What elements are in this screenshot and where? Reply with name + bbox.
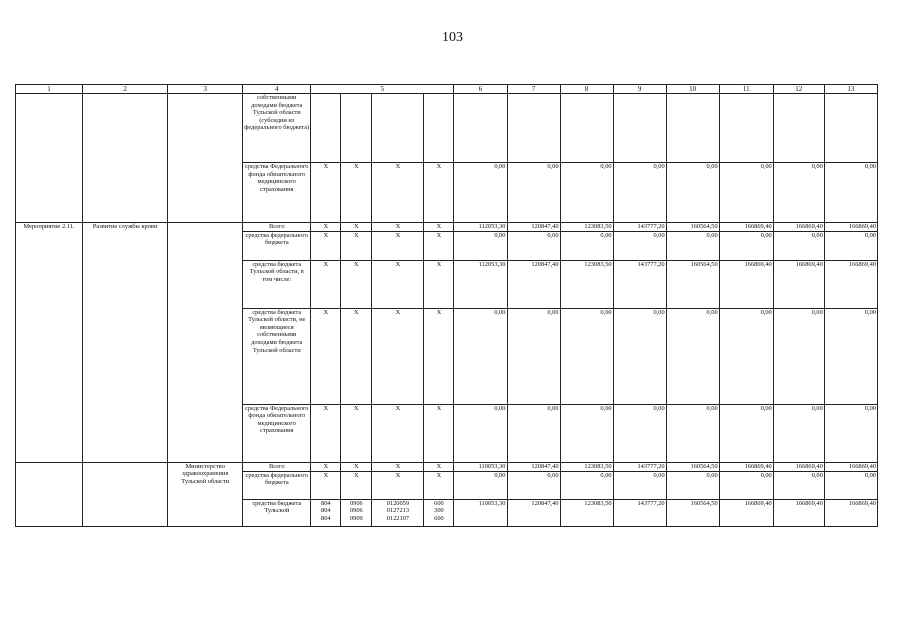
cell-value: 110053,30: [454, 499, 507, 526]
cell-value: X: [424, 163, 454, 223]
cell-value: 160564,50: [666, 499, 719, 526]
cell-value: X: [372, 163, 424, 223]
cell-value: X: [341, 471, 372, 499]
cell-value: 0,00: [773, 231, 824, 260]
cell-value: 110053,30: [454, 462, 507, 471]
cell-value: 143777,20: [613, 462, 666, 471]
cell-value: 0,00: [560, 231, 613, 260]
cell-value: 0,00: [824, 471, 877, 499]
cell-value: 120847,40: [507, 260, 560, 308]
cell-value: 0,00: [666, 231, 719, 260]
col-header-2: 2: [83, 85, 168, 94]
table-row: [16, 223, 878, 232]
cell-value: 123083,50: [560, 499, 613, 526]
cell-value: 0,00: [560, 163, 613, 223]
col-header-1: 1: [16, 85, 83, 94]
cell-value: 0,00: [666, 471, 719, 499]
cell-value: 166869,40: [773, 462, 824, 471]
cell-value: 166869,40: [773, 499, 824, 526]
cell-value: 0,00: [560, 308, 613, 404]
cell-value: 123083,50: [560, 462, 613, 471]
budget-table: [15, 84, 878, 527]
cell-value: 0,00: [773, 308, 824, 404]
funding-source: средства бюджета Тульской области, не являющиеся собственными доходами бюджета Тульской области: [243, 308, 311, 404]
cell-value: 0,00: [507, 404, 560, 462]
cell-value: 112053,30: [454, 223, 507, 232]
cell-value: 112053,30: [454, 260, 507, 308]
event-name: Развитие службы крови: [83, 223, 168, 463]
cell-value: 0,00: [719, 404, 773, 462]
cell-value: 0,00: [824, 231, 877, 260]
cell-value: X: [341, 404, 372, 462]
cell-value: X: [341, 163, 372, 223]
col-header-7: 7: [507, 85, 560, 94]
cell-value: 166869,40: [719, 462, 773, 471]
col-header-13: 13: [824, 85, 877, 94]
cell-value: X: [311, 223, 341, 232]
responsible-executor: Министерство здравоохранения Тульской области: [168, 462, 243, 526]
cell-value: 0,00: [613, 404, 666, 462]
page-number: 103: [442, 30, 463, 45]
cell-value: 166869,40: [824, 260, 877, 308]
code-grbs: 804 804 804: [311, 499, 341, 526]
cell-value: 160564,50: [666, 223, 719, 232]
funding-source: собственными доходами бюджета Тульской области (субсидии из федерального бюджета): [243, 94, 311, 163]
cell-value: 0,00: [824, 163, 877, 223]
cell-value: X: [424, 231, 454, 260]
cell-value: 0,00: [454, 163, 507, 223]
cell-value: 143777,20: [613, 223, 666, 232]
cell-value: X: [311, 260, 341, 308]
cell-value: 0,00: [824, 404, 877, 462]
cell-value: X: [424, 462, 454, 471]
cell-value: 0,00: [773, 163, 824, 223]
funding-source: средства бюджета Тульской области, в том числе:: [243, 260, 311, 308]
cell-value: 0,00: [719, 308, 773, 404]
header-row: [16, 85, 878, 94]
cell-value: 166869,40: [773, 260, 824, 308]
cell-value: 0,00: [454, 404, 507, 462]
col-header-10: 10: [666, 85, 719, 94]
cell-value: 143777,20: [613, 260, 666, 308]
cell-value: 120847,40: [507, 499, 560, 526]
cell-value: 0,00: [560, 404, 613, 462]
cell-value: X: [424, 308, 454, 404]
cell-value: X: [424, 223, 454, 232]
cell-value: X: [424, 260, 454, 308]
cell-empty: [16, 94, 83, 223]
cell-value: 0,00: [454, 308, 507, 404]
cell-value: 0,00: [824, 308, 877, 404]
col-header-9: 9: [613, 85, 666, 94]
cell-value: 166869,40: [719, 223, 773, 232]
cell-value: 0,00: [666, 404, 719, 462]
cell-value: 123083,50: [560, 223, 613, 232]
funding-source: средства федерального бюджета: [243, 471, 311, 499]
cell-value: X: [372, 404, 424, 462]
table-row: [16, 94, 878, 163]
cell-value: 0,00: [507, 163, 560, 223]
col-header-5: 5: [311, 85, 454, 94]
funding-source: Всего: [243, 223, 311, 232]
cell-value: X: [311, 231, 341, 260]
cell-value: 160564,50: [666, 260, 719, 308]
funding-source: средства бюджета Тульской: [243, 499, 311, 526]
col-header-3: 3: [168, 85, 243, 94]
cell-value: X: [372, 308, 424, 404]
col-header-12: 12: [773, 85, 824, 94]
cell-value: 0,00: [454, 231, 507, 260]
cell-value: 0,00: [719, 471, 773, 499]
cell-value: X: [311, 308, 341, 404]
cell-empty: [83, 94, 168, 223]
cell-value: 0,00: [613, 308, 666, 404]
cell-value: X: [341, 260, 372, 308]
cell-value: 166869,40: [824, 462, 877, 471]
cell-value: 0,00: [560, 471, 613, 499]
cell-value: X: [311, 404, 341, 462]
cell-value: 0,00: [454, 471, 507, 499]
cell-empty: [16, 462, 83, 526]
cell-value: 0,00: [613, 471, 666, 499]
cell-value: 0,00: [613, 163, 666, 223]
funding-source: средства федерального бюджета: [243, 231, 311, 260]
cell-empty: [83, 462, 168, 526]
cell-value: 166869,40: [719, 260, 773, 308]
cell-value: X: [424, 404, 454, 462]
cell-value: 0,00: [507, 231, 560, 260]
table-row: [16, 462, 878, 471]
cell-value: X: [311, 163, 341, 223]
cell-empty: [168, 223, 243, 463]
cell-value: X: [311, 462, 341, 471]
cell-value: X: [341, 223, 372, 232]
funding-source: Всего: [243, 462, 311, 471]
cell-value: X: [311, 471, 341, 499]
cell-value: 166869,40: [773, 223, 824, 232]
code-section: 0906 0906 0909: [341, 499, 372, 526]
cell-value: 0,00: [719, 231, 773, 260]
cell-value: 0,00: [507, 471, 560, 499]
cell-value: 166869,40: [824, 223, 877, 232]
cell-value: 120847,40: [507, 223, 560, 232]
funding-source: средства Федерального фонда обязательного медицинского страхования: [243, 163, 311, 223]
cell-value: X: [341, 231, 372, 260]
col-header-4: 4: [243, 85, 311, 94]
cell-value: X: [424, 471, 454, 499]
cell-value: 166869,40: [719, 499, 773, 526]
col-header-8: 8: [560, 85, 613, 94]
event-label: Мероприятие 2.11.: [16, 223, 83, 463]
cell-value: 166869,40: [824, 499, 877, 526]
cell-value: 160564,50: [666, 462, 719, 471]
col-header-6: 6: [454, 85, 507, 94]
cell-value: 0,00: [613, 231, 666, 260]
cell-empty: [168, 94, 243, 223]
code-target: 0120059 0127213 0122107: [372, 499, 424, 526]
cell-value: X: [341, 308, 372, 404]
funding-source: средства Федерального фонда обязательного медицинского страхования: [243, 404, 311, 462]
cell-value: 0,00: [773, 404, 824, 462]
cell-value: 0,00: [666, 308, 719, 404]
cell-value: 143777,20: [613, 499, 666, 526]
cell-value: X: [372, 260, 424, 308]
cell-value: X: [372, 231, 424, 260]
cell-value: 123083,50: [560, 260, 613, 308]
cell-value: 0,00: [507, 308, 560, 404]
cell-value: 0,00: [666, 163, 719, 223]
cell-value: 120847,40: [507, 462, 560, 471]
cell-value: 0,00: [719, 163, 773, 223]
cell-value: X: [372, 462, 424, 471]
cell-value: X: [341, 462, 372, 471]
col-header-11: 11: [719, 85, 773, 94]
cell-value: X: [372, 471, 424, 499]
cell-value: 0,00: [773, 471, 824, 499]
code-type: 600 300 600: [424, 499, 454, 526]
cell-value: X: [372, 223, 424, 232]
